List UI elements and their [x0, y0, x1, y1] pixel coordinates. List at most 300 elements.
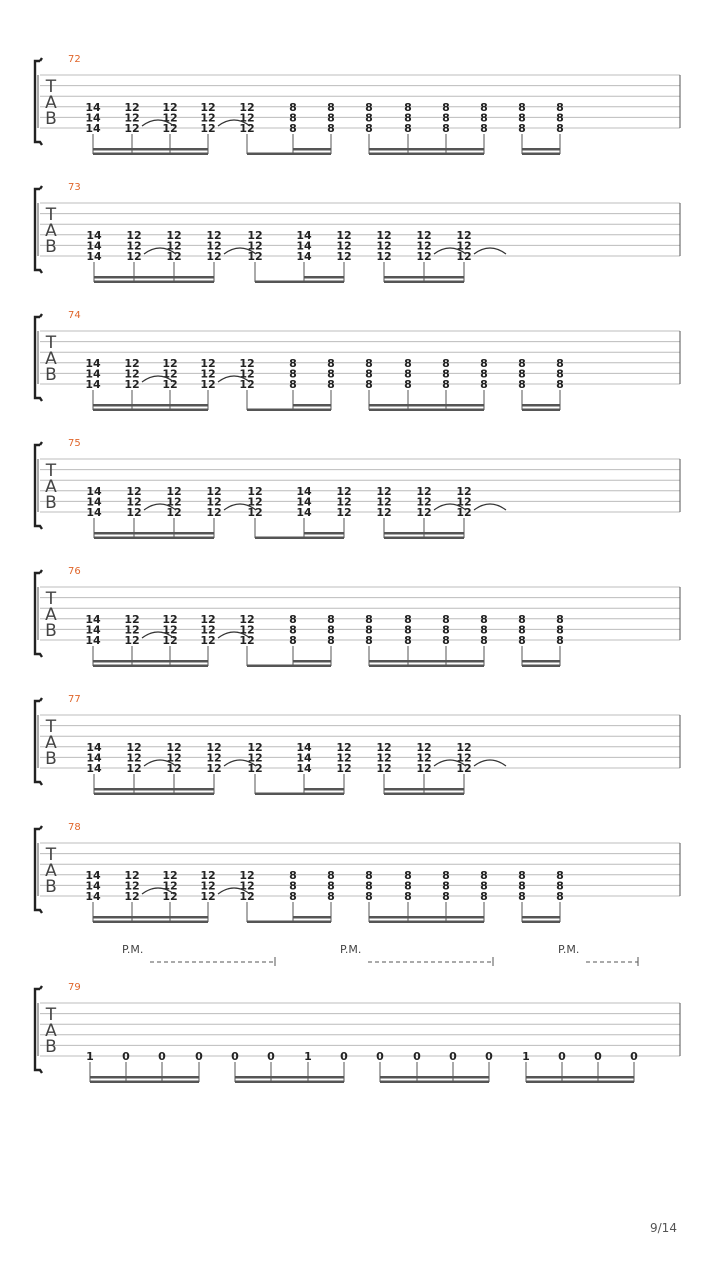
- fret-number: 12: [247, 762, 263, 775]
- fret-number: 12: [247, 495, 263, 509]
- fret-number: 14: [85, 612, 101, 626]
- fret-number: 12: [200, 122, 216, 135]
- fret-number: 1: [86, 1050, 94, 1063]
- palm-mute-label: P.M.: [122, 943, 144, 956]
- fret-number: 12: [162, 879, 178, 893]
- fret-number: 12: [126, 762, 142, 775]
- fret-number: 12: [206, 506, 222, 519]
- fret-number: 12: [124, 879, 140, 893]
- fret-number: 0: [122, 1050, 130, 1063]
- fret-number: 12: [239, 378, 255, 391]
- beam: [384, 793, 464, 796]
- fret-number: 12: [239, 868, 255, 882]
- fret-number: 12: [206, 250, 222, 263]
- fret-number: 12: [126, 495, 142, 509]
- beam: [369, 665, 484, 668]
- beam: [93, 148, 208, 151]
- fret-number: 8: [404, 378, 412, 391]
- fret-number: 12: [336, 250, 352, 263]
- fret-number: 8: [365, 367, 373, 381]
- fret-number: 12: [200, 367, 216, 381]
- beam: [255, 793, 344, 796]
- beam: [384, 532, 464, 535]
- fret-number: 8: [365, 122, 373, 135]
- fret-number: 14: [85, 378, 101, 391]
- fret-number: 14: [296, 740, 312, 754]
- fret-number: 8: [404, 868, 412, 882]
- fret-number: 12: [206, 495, 222, 509]
- fret-number: 8: [442, 111, 450, 125]
- fret-number: 8: [289, 868, 297, 882]
- fret-number: 12: [247, 506, 263, 519]
- tie: [474, 760, 506, 766]
- fret-number: 14: [85, 868, 101, 882]
- beam: [522, 409, 560, 412]
- fret-number: 14: [85, 367, 101, 381]
- tab-clef-t: T: [45, 845, 57, 865]
- fret-number: 0: [376, 1050, 384, 1063]
- fret-number: 8: [365, 634, 373, 647]
- fret-number: 8: [556, 623, 564, 637]
- tab-clef-b: B: [45, 365, 57, 385]
- fret-number: 12: [126, 484, 142, 498]
- fret-number: 12: [336, 506, 352, 519]
- fret-number: 12: [200, 378, 216, 391]
- fret-number: 8: [289, 378, 297, 391]
- beam: [94, 537, 214, 540]
- fret-number: 14: [85, 122, 101, 135]
- fret-number: 8: [442, 367, 450, 381]
- beam: [90, 1076, 199, 1079]
- fret-number: 12: [239, 890, 255, 903]
- beam: [293, 916, 331, 919]
- fret-number: 12: [376, 740, 392, 754]
- tab-clef-t: T: [45, 77, 57, 97]
- fret-number: 12: [206, 484, 222, 498]
- fret-number: 8: [327, 356, 335, 370]
- fret-number: 12: [456, 762, 472, 775]
- fret-number: 12: [200, 634, 216, 647]
- fret-number: 12: [247, 484, 263, 498]
- tab-clef-b: B: [45, 1037, 57, 1057]
- fret-number: 8: [442, 612, 450, 626]
- fret-number: 8: [518, 612, 526, 626]
- measure-74: [35, 310, 680, 411]
- fret-number: 1: [522, 1050, 530, 1063]
- beam: [384, 281, 464, 284]
- fret-number: 8: [289, 122, 297, 135]
- tab-clef-a: A: [45, 93, 57, 113]
- tab-clef-b: B: [45, 749, 57, 769]
- measure-number: 75: [68, 438, 81, 449]
- system-bracket-tip: [40, 570, 42, 573]
- fret-number: 0: [449, 1050, 457, 1063]
- fret-number: 12: [124, 634, 140, 647]
- fret-number: 8: [480, 367, 488, 381]
- fret-number: 12: [166, 228, 182, 242]
- tab-clef-a: A: [45, 1021, 57, 1041]
- measure-number: 72: [68, 54, 81, 65]
- fret-number: 12: [206, 228, 222, 242]
- fret-number: 12: [162, 100, 178, 114]
- fret-number: 12: [247, 250, 263, 263]
- fret-number: 12: [416, 506, 432, 519]
- measure-72: [35, 54, 680, 155]
- beam: [293, 660, 331, 663]
- beam: [94, 788, 214, 791]
- fret-number: 12: [336, 751, 352, 765]
- fret-number: 8: [518, 879, 526, 893]
- fret-number: 12: [336, 740, 352, 754]
- tie: [474, 248, 506, 254]
- fret-number: 12: [376, 762, 392, 775]
- fret-number: 8: [442, 868, 450, 882]
- fret-number: 12: [456, 228, 472, 242]
- fret-number: 12: [247, 228, 263, 242]
- fret-number: 12: [124, 122, 140, 135]
- fret-number: 12: [166, 506, 182, 519]
- fret-number: 8: [365, 356, 373, 370]
- fret-number: 0: [231, 1050, 239, 1063]
- fret-number: 12: [239, 122, 255, 135]
- fret-number: 8: [327, 623, 335, 637]
- fret-number: 8: [289, 634, 297, 647]
- fret-number: 12: [126, 239, 142, 253]
- measure-number: 77: [68, 694, 81, 705]
- beam: [526, 1081, 634, 1084]
- tab-clef-a: A: [45, 349, 57, 369]
- fret-number: 12: [239, 634, 255, 647]
- fret-number: 8: [404, 367, 412, 381]
- fret-number: 8: [365, 111, 373, 125]
- fret-number: 12: [200, 879, 216, 893]
- fret-number: 14: [86, 751, 102, 765]
- fret-number: 12: [206, 740, 222, 754]
- fret-number: 8: [404, 356, 412, 370]
- fret-number: 12: [456, 740, 472, 754]
- fret-number: 8: [289, 111, 297, 125]
- fret-number: 8: [442, 879, 450, 893]
- tab-clef-t: T: [45, 589, 57, 609]
- fret-number: 8: [518, 111, 526, 125]
- beam: [369, 916, 484, 919]
- fret-number: 12: [166, 239, 182, 253]
- fret-number: 12: [162, 367, 178, 381]
- beam: [526, 1076, 634, 1079]
- fret-number: 8: [480, 100, 488, 114]
- tab-clef-b: B: [45, 237, 57, 257]
- fret-number: 14: [86, 228, 102, 242]
- beam: [522, 148, 560, 151]
- fret-number: 12: [166, 495, 182, 509]
- fret-number: 8: [404, 623, 412, 637]
- fret-number: 12: [126, 250, 142, 263]
- tab-clef-b: B: [45, 493, 57, 513]
- measure-number: 79: [68, 982, 81, 993]
- fret-number: 12: [166, 751, 182, 765]
- tab-clef-t: T: [45, 1005, 57, 1025]
- fret-number: 12: [124, 890, 140, 903]
- beam: [380, 1076, 489, 1079]
- fret-number: 8: [518, 122, 526, 135]
- fret-number: 12: [162, 612, 178, 626]
- fret-number: 12: [456, 239, 472, 253]
- fret-number: 12: [416, 740, 432, 754]
- fret-number: 8: [480, 879, 488, 893]
- measure-number: 73: [68, 182, 81, 193]
- fret-number: 12: [239, 367, 255, 381]
- beam: [93, 409, 208, 412]
- fret-number: 14: [86, 239, 102, 253]
- system-bracket-tip: [40, 442, 42, 445]
- fret-number: 8: [365, 868, 373, 882]
- fret-number: 12: [126, 751, 142, 765]
- fret-number: 8: [365, 879, 373, 893]
- fret-number: 8: [518, 100, 526, 114]
- fret-number: 12: [206, 751, 222, 765]
- fret-number: 14: [296, 762, 312, 775]
- fret-number: 8: [365, 100, 373, 114]
- beam: [304, 788, 344, 791]
- fret-number: 8: [556, 111, 564, 125]
- fret-number: 14: [85, 356, 101, 370]
- fret-number: 12: [239, 612, 255, 626]
- fret-number: 8: [556, 890, 564, 903]
- fret-number: 8: [365, 378, 373, 391]
- fret-number: 12: [162, 111, 178, 125]
- fret-number: 8: [480, 634, 488, 647]
- fret-number: 8: [480, 111, 488, 125]
- fret-number: 0: [558, 1050, 566, 1063]
- fret-number: 8: [556, 122, 564, 135]
- beam: [522, 921, 560, 924]
- page-number: 9/14: [650, 1221, 677, 1235]
- fret-number: 8: [518, 868, 526, 882]
- beam: [369, 409, 484, 412]
- fret-number: 12: [376, 506, 392, 519]
- fret-number: 12: [376, 495, 392, 509]
- beam: [522, 404, 560, 407]
- fret-number: 12: [336, 495, 352, 509]
- fret-number: 0: [158, 1050, 166, 1063]
- fret-number: 12: [200, 623, 216, 637]
- fret-number: 8: [289, 890, 297, 903]
- fret-number: 8: [480, 378, 488, 391]
- fret-number: 8: [289, 623, 297, 637]
- fret-number: 12: [456, 484, 472, 498]
- fret-number: 8: [480, 612, 488, 626]
- beam: [235, 1081, 344, 1084]
- fret-number: 12: [200, 356, 216, 370]
- tab-clef-a: A: [45, 221, 57, 241]
- fret-number: 8: [480, 868, 488, 882]
- fret-number: 12: [247, 239, 263, 253]
- tab-clef-b: B: [45, 621, 57, 641]
- beam: [247, 153, 331, 156]
- fret-number: 8: [404, 111, 412, 125]
- fret-number: 12: [200, 100, 216, 114]
- fret-number: 12: [162, 623, 178, 637]
- beam: [93, 660, 208, 663]
- beam: [293, 148, 331, 151]
- fret-number: 12: [166, 484, 182, 498]
- fret-number: 0: [267, 1050, 275, 1063]
- fret-number: 12: [126, 740, 142, 754]
- fret-number: 12: [162, 378, 178, 391]
- fret-number: 12: [126, 506, 142, 519]
- fret-number: 8: [365, 623, 373, 637]
- fret-number: 12: [124, 612, 140, 626]
- palm-mute-label: P.M.: [558, 943, 580, 956]
- fret-number: 8: [289, 100, 297, 114]
- fret-number: 12: [239, 879, 255, 893]
- fret-number: 12: [166, 762, 182, 775]
- measure-73: [35, 182, 680, 283]
- measure-75: [35, 438, 680, 539]
- fret-number: 12: [162, 634, 178, 647]
- tie: [474, 504, 506, 510]
- fret-number: 12: [456, 495, 472, 509]
- fret-number: 8: [556, 367, 564, 381]
- fret-number: 12: [416, 762, 432, 775]
- fret-number: 12: [162, 890, 178, 903]
- fret-number: 8: [556, 634, 564, 647]
- fret-number: 12: [416, 495, 432, 509]
- tab-clef-b: B: [45, 877, 57, 897]
- fret-number: 8: [327, 612, 335, 626]
- fret-number: 12: [162, 868, 178, 882]
- system-bracket-tip: [40, 58, 42, 61]
- fret-number: 14: [86, 762, 102, 775]
- fret-number: 8: [327, 890, 335, 903]
- fret-number: 12: [166, 740, 182, 754]
- beam: [522, 660, 560, 663]
- measure-76: [35, 566, 680, 667]
- fret-number: 14: [296, 250, 312, 263]
- fret-number: 8: [442, 100, 450, 114]
- fret-number: 8: [404, 890, 412, 903]
- fret-number: 8: [289, 879, 297, 893]
- measure-number: 76: [68, 566, 81, 577]
- beam: [369, 921, 484, 924]
- beam: [94, 281, 214, 284]
- fret-number: 12: [200, 890, 216, 903]
- fret-number: 8: [327, 879, 335, 893]
- fret-number: 8: [442, 890, 450, 903]
- beam: [369, 153, 484, 156]
- tab-clef-t: T: [45, 461, 57, 481]
- beam: [93, 916, 208, 919]
- fret-number: 12: [206, 762, 222, 775]
- fret-number: 12: [247, 751, 263, 765]
- fret-number: 12: [124, 356, 140, 370]
- fret-number: 14: [86, 740, 102, 754]
- beam: [380, 1081, 489, 1084]
- fret-number: 12: [376, 239, 392, 253]
- system-bracket-tip: [40, 314, 42, 317]
- fret-number: 8: [480, 623, 488, 637]
- beam: [522, 665, 560, 668]
- beam: [235, 1076, 344, 1079]
- fret-number: 12: [416, 484, 432, 498]
- fret-number: 8: [327, 634, 335, 647]
- fret-number: 8: [289, 612, 297, 626]
- system-bracket-tip: [40, 186, 42, 189]
- fret-number: 12: [200, 612, 216, 626]
- fret-number: 8: [327, 111, 335, 125]
- fret-number: 12: [336, 484, 352, 498]
- fret-number: 14: [85, 111, 101, 125]
- fret-number: 8: [556, 100, 564, 114]
- beam: [247, 409, 331, 412]
- fret-number: 12: [124, 623, 140, 637]
- fret-number: 12: [456, 250, 472, 263]
- measure-78: [35, 822, 680, 923]
- tab-clef-t: T: [45, 205, 57, 225]
- beam: [384, 788, 464, 791]
- fret-number: 12: [239, 356, 255, 370]
- fret-number: 14: [85, 890, 101, 903]
- fret-number: 8: [404, 879, 412, 893]
- fret-number: 8: [480, 890, 488, 903]
- fret-number: 8: [442, 122, 450, 135]
- fret-number: 8: [480, 356, 488, 370]
- fret-number: 14: [296, 495, 312, 509]
- fret-number: 12: [162, 122, 178, 135]
- fret-number: 8: [327, 378, 335, 391]
- beam: [247, 665, 331, 668]
- fret-number: 8: [442, 356, 450, 370]
- fret-number: 8: [365, 890, 373, 903]
- fret-number: 8: [518, 378, 526, 391]
- beam: [369, 660, 484, 663]
- fret-number: 8: [289, 367, 297, 381]
- system-bracket-tip: [40, 698, 42, 701]
- fret-number: 14: [86, 250, 102, 263]
- measure-77: [35, 694, 680, 795]
- fret-number: 0: [195, 1050, 203, 1063]
- beam: [94, 532, 214, 535]
- fret-number: 12: [124, 868, 140, 882]
- fret-number: 12: [376, 751, 392, 765]
- beam: [369, 404, 484, 407]
- fret-number: 14: [85, 623, 101, 637]
- fret-number: 14: [86, 495, 102, 509]
- fret-number: 12: [162, 356, 178, 370]
- fret-number: 14: [296, 484, 312, 498]
- fret-number: 8: [556, 356, 564, 370]
- measure-number: 74: [68, 310, 81, 321]
- fret-number: 8: [404, 612, 412, 626]
- fret-number: 12: [336, 239, 352, 253]
- fret-number: 12: [336, 228, 352, 242]
- beam: [94, 793, 214, 796]
- beam: [384, 537, 464, 540]
- fret-number: 8: [327, 122, 335, 135]
- fret-number: 1: [304, 1050, 312, 1063]
- beam: [522, 916, 560, 919]
- beam: [522, 153, 560, 156]
- beam: [255, 537, 344, 540]
- fret-number: 8: [442, 634, 450, 647]
- fret-number: 12: [166, 250, 182, 263]
- palm-mute-label: P.M.: [340, 943, 362, 956]
- fret-number: 12: [416, 250, 432, 263]
- fret-number: 12: [124, 100, 140, 114]
- fret-number: 8: [518, 367, 526, 381]
- fret-number: 12: [376, 484, 392, 498]
- measure-number: 78: [68, 822, 81, 833]
